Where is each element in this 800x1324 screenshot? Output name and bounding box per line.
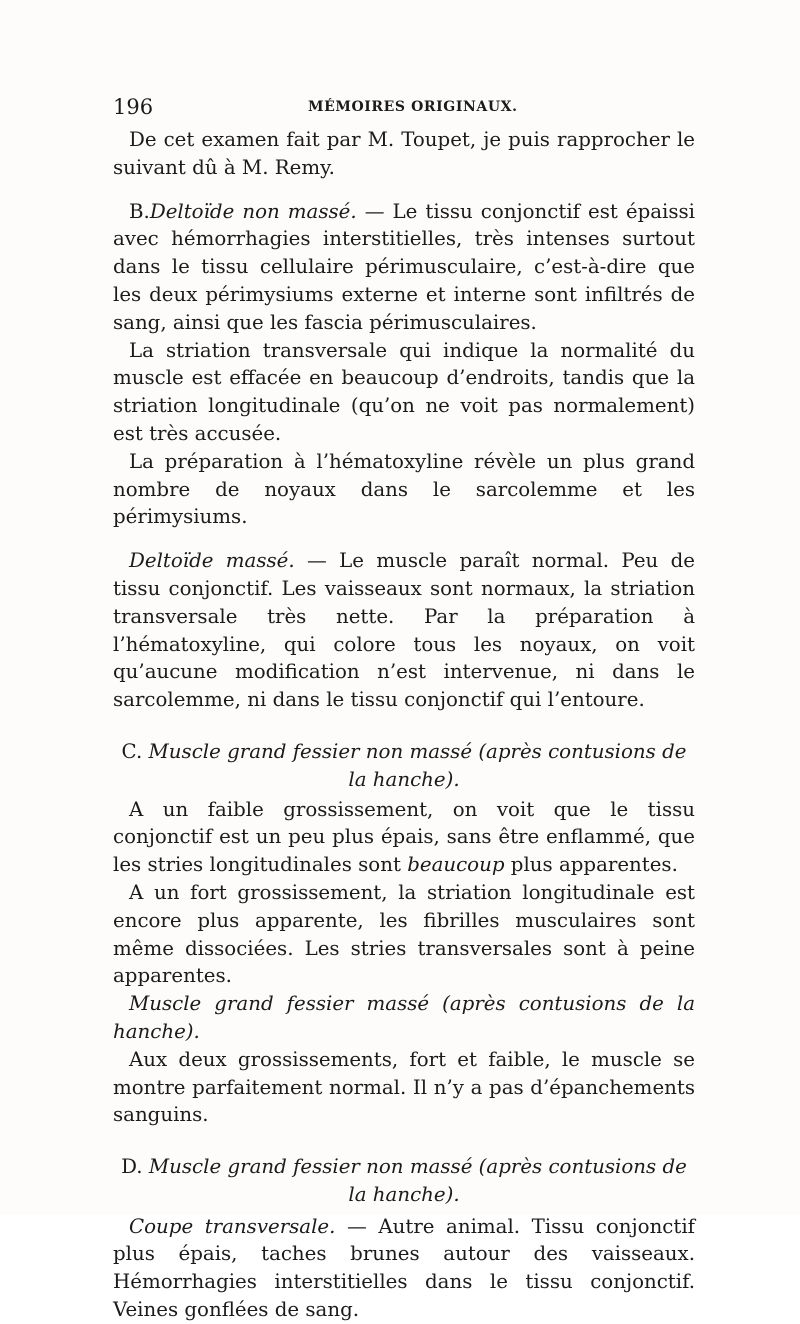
- section-heading-c: [113, 738, 695, 794]
- page-number: 196: [113, 95, 154, 119]
- subheading-coupe-transversale: Coupe transversale.: [129, 1214, 336, 1238]
- paragraph-intro: De cet examen fait par M. Toupet, je puis rapprocher le suivant dû à M. Remy.: [113, 128, 695, 179]
- paragraph-striation: La striation transversale qui indique la normalité du muscle est effacée en beaucoup d’endroits, tandis que la striation longitudinale (qu’on ne voit pas normalement) est très accusée.: [113, 338, 695, 445]
- emphasis-beaucoup: beaucoup: [407, 853, 505, 877]
- section-label-d: D.: [121, 1155, 143, 1179]
- section-title-c: Muscle grand fessier non massé (après contusions de la hanche).: [148, 739, 687, 791]
- paragraph-text: — Autre animal. Tissu conjonctif plus épais, taches brunes autour des vaisseaux. Hémorrhagies interstitielles dans le tissu conjonctif. Veines gonflées de sang.: [113, 1214, 695, 1322]
- section-heading-d: [113, 1153, 695, 1209]
- paragraph-text: plus apparentes.: [510, 853, 678, 877]
- paragraph-text: — Le tissu conjonctif est épaissi avec hémorrhagies interstitielles, très intenses surtout dans le tissu cellulaire périmusculaire, c’est-à-dire que les deux périmysiums externe et interne sont infiltrés de sang, ainsi que les fascia périmusculaires.: [113, 199, 695, 334]
- subheading-grand-fessier-masse: [113, 990, 695, 1046]
- paragraph-fort-grossissement: A un fort grossissement, la striation longitudinale est encore plus apparente, les fibrilles musculaires sont même dissociées. Les stries transversales sont à peine apparentes.: [113, 880, 695, 988]
- paragraph-deltoide-masse: [113, 547, 695, 714]
- paragraph-text: — Le muscle paraît normal. Peu de tissu conjonctif. Les vaisseaux sont normaux, la striation transversale très nette. Par la préparation à l’hématoxyline, qui colore tous les noyaux, on voit qu’aucune modification n’est intervenue, ni dans le sarcolemme, ni dans le tissu conjonctif qui l’entoure.: [113, 549, 695, 712]
- paragraph-deltoide-non-masse: [113, 198, 695, 337]
- paragraph-faible-grossissement: [113, 796, 695, 879]
- paragraph-coupe-transversale: [113, 1213, 695, 1324]
- section-label-c: C.: [121, 739, 143, 763]
- subheading-deltoide-non-masse: Deltoïde non massé.: [149, 199, 357, 223]
- body-text: [113, 126, 695, 1324]
- paragraph-text: A un faible grossissement, on voit que le tissu conjonctif est un peu plus épais, sans être enflammé, que les stries longitudinales sont: [113, 797, 695, 877]
- section-title-d: Muscle grand fessier non massé (après contusions de la hanche).: [148, 1155, 687, 1206]
- running-title: MÉMOIRES ORIGINAUX.: [308, 99, 518, 115]
- section-label-b: B.: [129, 199, 150, 223]
- paragraph-preparation: La préparation à l’hématoxyline révèle un plus grand nombre de noyaux dans le sarcolemme et les périmysiums.: [113, 449, 695, 529]
- subheading-text: Muscle grand fessier massé (après contusions de la hanche).: [113, 992, 695, 1043]
- subheading-deltoide-masse: Deltoïde massé.: [129, 549, 295, 573]
- paragraph-deux-grossissements: Aux deux grossissements, fort et faible, le muscle se montre parfaitement normal. Il n’y a pas d’épanchements sanguins.: [113, 1047, 695, 1127]
- page-header: [113, 95, 693, 125]
